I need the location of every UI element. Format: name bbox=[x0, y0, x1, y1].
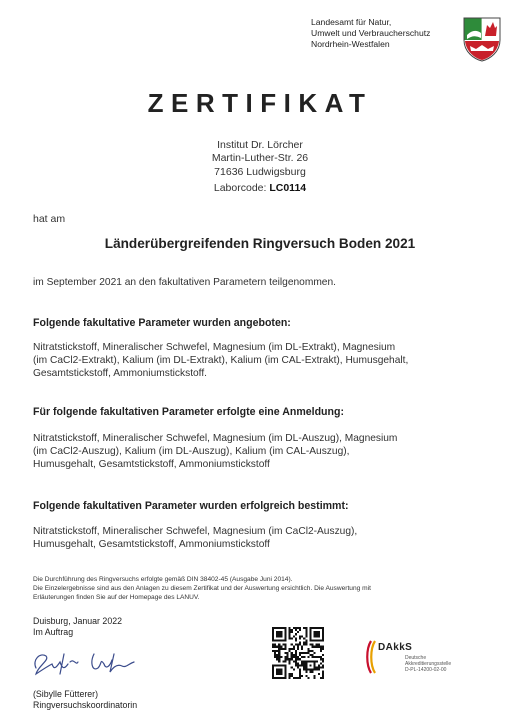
footnote-line: Die Durchführung des Ringversuchs erfolgte gemäß DIN 38402-45 (Ausgabe Juni 2014). bbox=[33, 576, 293, 583]
dakks-subtitle: Akkreditierungsstelle bbox=[405, 661, 452, 667]
body-line: Gesamtstickstoff, Ammoniumstickstoff. bbox=[33, 367, 207, 379]
labcode-label: Laborcode: bbox=[213, 182, 270, 194]
agency-line: Landesamt für Natur, bbox=[311, 17, 392, 27]
on-behalf-line: Im Auftrag bbox=[33, 627, 74, 638]
body-line: (im CaCl2-Auszug), Kalium (im DL-Auszug), Kalium (im CAL-Auszug), bbox=[33, 445, 350, 457]
dakks-name: DAkkS bbox=[378, 642, 413, 653]
signer bbox=[33, 689, 137, 711]
section-heading-offered: Folgende fakultative Parameter wurden angeboten: bbox=[33, 317, 291, 329]
labcode bbox=[0, 182, 520, 194]
section-body-offered bbox=[33, 342, 487, 380]
handwritten-signature bbox=[30, 644, 142, 682]
section-body-determined bbox=[33, 526, 487, 552]
body-line: Nitratstickstoff, Mineralischer Schwefel, Magnesium (im CaCl2-Auszug), bbox=[33, 526, 358, 537]
agency-line: Nordrhein-Westfalen bbox=[311, 39, 390, 50]
signer-name: (Sibylle Fütterer) bbox=[33, 689, 99, 699]
agency-name bbox=[311, 17, 430, 51]
address-line: Institut Dr. Lörcher bbox=[217, 139, 303, 151]
section-heading-determined: Folgende fakultativen Parameter wurden erfolgreich bestimmt: bbox=[33, 500, 349, 512]
body-line: Nitratstickstoff, Mineralischer Schwefel, Magnesium (im DL-Auszug), Magnesium bbox=[33, 433, 398, 444]
section-body-registered bbox=[33, 433, 487, 471]
agency-line: Umwelt und Verbraucherschutz bbox=[311, 28, 431, 39]
body-line: Humusgehalt, Gesamtstickstoff, Ammoniumstickstoff bbox=[33, 458, 270, 470]
body-line: Nitratstickstoff, Mineralischer Schwefel, Magnesium (im DL-Extrakt), Magnesium bbox=[33, 342, 396, 353]
body-line: Humusgehalt, Gesamtstickstoff, Ammoniumstickstoff bbox=[33, 538, 270, 550]
recipient-address bbox=[0, 139, 520, 179]
page-title: ZERTIFIKAT bbox=[147, 88, 373, 118]
address-line: Martin-Luther-Str. 26 bbox=[211, 152, 309, 165]
qr-code[interactable] bbox=[272, 627, 324, 679]
intro-text: im September 2021 an den fakultativen Parametern teilgenommen. bbox=[33, 277, 336, 288]
footnote-line: Die Einzelergebnisse sind aus den Anlagen zu diesem Zertifikat und der Auswertung ersichtlich. Die Auswertung mit bbox=[33, 584, 371, 592]
dakks-subtitle: Deutsche bbox=[405, 655, 427, 661]
footnote bbox=[33, 576, 493, 603]
signer-role: Ringversuchskoordinatorin bbox=[33, 700, 138, 711]
nrw-crest-logo bbox=[462, 16, 502, 62]
hat-am-text: hat am bbox=[33, 213, 66, 225]
labcode-value: LC0114 bbox=[269, 182, 307, 194]
body-line: (im CaCl2-Extrakt), Kalium (im DL-Extrakt), Kalium (im CAL-Extrakt), Humusgehalt, bbox=[33, 354, 409, 366]
section-heading-registered: Für folgende fakultativen Parameter erfolgte eine Anmeldung: bbox=[33, 406, 344, 418]
place-date bbox=[33, 616, 122, 638]
event-title: Länderübergreifenden Ringversuch Boden 2021 bbox=[104, 236, 416, 251]
place-date-line: Duisburg, Januar 2022 bbox=[33, 616, 123, 626]
dakks-accreditation-number: D-PL-14200-02-00 bbox=[405, 667, 447, 673]
address-line: 71636 Ludwigsburg bbox=[214, 165, 306, 178]
footnote-line: Erläuterungen finden Sie auf der Homepage des LANUV. bbox=[33, 593, 200, 601]
